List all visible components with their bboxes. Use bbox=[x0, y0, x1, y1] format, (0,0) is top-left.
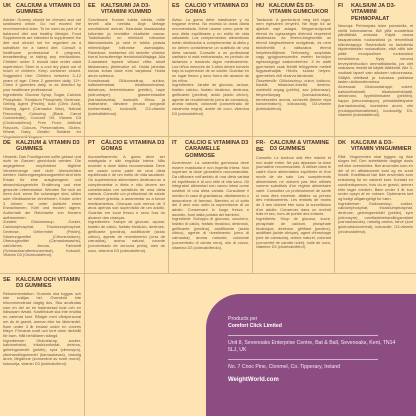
section-ingredients: Ingredientes: Xarope de glucose, açúcar, fosfato de cálcio, fosfato tricálcico, dextrose, gelificante (pectina), acidificante (ácido cítrico), agente de revestimento (cera de carnaúba), aroma natural, corante (concentrado de cenoura preta), óleo de coco, vitamina D3 (colecalciferol). bbox=[88, 219, 165, 253]
section-ingredients: Zutaten: Glukosesirup, Zucker, Calciumphosphat, Tricalciumphosphat, Dextrose, Geliermittel (Pektin), Säuerungsmittel (Citronensäure), Überzugsmittel (Carnaubawachs), natürliches Aroma, Farbstoff (Schwarzkarottenkonzentrat), Kokosöl, Vitamin D3 (Cholecalciferol). bbox=[3, 219, 81, 258]
section-ingredients: Koostisosad: Glükoosisiirup, suhkur, kaltsiumfosfaat, trikaltsiumfosfaat, dekstroos, želeerimisaine (pektiin), hape (sidrunhape), glaseerimisaine (karnaubavaha), looduslik lõhna- ja maitseaine, värvaine (musta porgandi kontsentraat), kookosõli, D3-vitamiin (kolekaltsiferool). bbox=[88, 77, 165, 116]
section-ingredients: Ingredients: Glucose Syrup, Sugar, Calcium Phosphate, Tricalcium Phosphate, Dextrose, Gelling Agent (Pectin), Acid (Citric Acid), Glazing Agent (Carnauba Wax), Natural Flavouring, Colouring (Black Carrot Concentrate), Coconut Oil, Vitamin D3 (Cholecalciferol). Free From: Artificial Flavours, Colours, Preservatives, Gluten, Wheat, Dairy, Gelatin. Suitable for bbox=[3, 91, 81, 135]
section-title: CALCIUM & VITAMIN D3 GUMMIES bbox=[16, 3, 81, 16]
label-row-2 bbox=[0, 137, 416, 273]
section-ingredients: Ingredienser: Glukossirap, socker, kalciumfosfat, trikalciumfosfat, dextros, geleringsmedel (pektin), syra (citronsyra), ytbehandlingsmedel (karnaubavax), naturlig arom, färgämne (koncentrat av svart morot), kokosolja, vitamin D3 (kolekalciferol). bbox=[3, 337, 81, 367]
section-advice: Råd: Vingummien skal tygges og ikke sluges hel. Den anbefalede daglige dosis må ikke overskrides. Bør anvendes som en del af en afbalanceret kost og en sund livsstil. Kosttilskud bør ikke anvendes som erstatning for en varieret kost. Kontakt en sundhedsperson, hvis du er gravid, ammer eller tager medicin. Børn under 3 år kun under opsyn af en voksen. Opbevares tørt og køligt utilgængeligt for børn. bbox=[338, 153, 413, 201]
column-divider bbox=[84, 274, 85, 416]
section-es bbox=[169, 0, 252, 136]
section-advice: Neuvoja: Pehmopala tulee pureskella, ei niellä kokonaisena. Älä ylitä suositeltua päivittäistä annosta. Käytä osana tasapainoista ruokavaliota ja terveellisiä elämäntapoja. Ravintolisät on tarkoitettu täydentämään ruokavaliota, eikä niitä tule pitää monipuolisen ruokavalion korvikkeena. Kysy neuvoa terveydenhuollon ammattilaiselta, jos olet raskaana, imetät tai käytät lääkkeitä. Alle 3-vuotiaat lapset vain aikuisen valvonnassa. Säilytä viileässä ja kuivassa paikassa lasten ulottumattomissa. bbox=[338, 22, 413, 85]
language-code: DK bbox=[338, 140, 347, 146]
language-code: DE bbox=[3, 140, 11, 146]
language-code: EE bbox=[88, 3, 96, 9]
language-code: FI bbox=[338, 3, 343, 9]
producer-divider bbox=[228, 359, 378, 360]
producer-divider bbox=[228, 335, 378, 336]
section-title: KALCIUM OCH VITAMIN D3 GUMMIES bbox=[16, 277, 80, 290]
section-ingredients: Ingredienti: Sciroppo di glucosio, zucchero, fosfato di calcio, fosfato tricalcico, destrosio, gelificante (pectina), acidificante (acido citrico), agente di rivestimento (cera di carnauba), aroma naturale, colorante (concentrato di carota nera), olio di cocco, vitamina D3 (colecalciferolo). bbox=[172, 216, 249, 250]
section-advice: Aconselhamento: A goma deve ser mastigada e não engolida inteira. Não exceder a dose diária recomendada. Deve ser usado como parte de uma dieta equilibrada e de um estilo de vida saudável. Os suplementos alimentares destinam-se a complementar a dieta e não devem ser considerados um substituto de uma dieta variada. Consulte um profissional de saúde se estiver grávida, a amamentar ou a tomar medicamentos. Crianças com menos de 3 anos apenas sob supervisão de um adulto. Guardar em local fresco e seco fora do alcance das crianças. bbox=[88, 153, 165, 220]
language-code: SE bbox=[3, 277, 11, 283]
section-ingredients: Ingrédients: Sirop de glucose, sucre, phosphate de calcium, phosphate tricalcique, dextrose, gélifiant (pectine), acidifiant (acide citrique), agent d'enrobage (cire de carnauba), arôme naturel, colorant (concentré de carotte noire), huile de coco, vitamine D3 (cholécalciférol). bbox=[256, 216, 331, 250]
section-title: CALCIO Y VITAMINA D3 GOMAS bbox=[185, 3, 249, 16]
section-it bbox=[169, 137, 252, 273]
language-code: FR-BE bbox=[256, 140, 266, 153]
label-row-1 bbox=[0, 0, 416, 136]
section-ingredients: Ingredienser: Glukosesirup, sukker, calciumphosphat, tricalciumphosphat, dextrose, geleringsmiddel (pektin), syre (citronsyre), overfladebehandlingsmiddel (carnaubavoks), naturlig aroma, farve (sort gulerodskoncentrat), kokosolie, D3-vitamin (cholecalciferol). bbox=[338, 200, 413, 234]
language-code: ES bbox=[172, 3, 180, 9]
section-se bbox=[0, 274, 84, 416]
section-advice: Hinweis: Das Fruchtgummi sollte gekaut und nicht im Ganzen geschluckt werden. Die angegebene empfohlene tägliche Verzehrmenge darf nicht überschritten werden. Nahrungsergänzungsmittel sind kein Ersatz für eine ausgewogene und abwechslungsreiche Ernährung und eine gesunde Lebensweise. Wenden Sie sich an Ihren Arzt, wenn Sie schwanger sind, stillen oder Medikamente einnehmen. Kinder unter 3 Jahren nur unter Aufsicht eines Erwachsenen. Kühl und trocken lagern. Außerhalb der Reichweite von Kindern aufbewahren. bbox=[3, 153, 81, 220]
section-dk bbox=[335, 137, 416, 273]
producer-info bbox=[228, 316, 406, 383]
section-hu bbox=[253, 0, 334, 136]
section-pt bbox=[85, 137, 168, 273]
producer-company: Comfort Click Limited bbox=[228, 322, 282, 329]
section-title: CALCIO E VITAMINA D3 CARAMELLE GOMMOSE bbox=[185, 140, 249, 159]
section-title: KALSIUM JA D3-VITAMIINI PEHMOPALAT bbox=[351, 3, 396, 22]
section-title: KALCIUM & D3-VITAMIN VINGUMMIER bbox=[351, 140, 412, 153]
section-fi bbox=[335, 0, 416, 136]
section-advice: Conseils: Le bonbon doit être mâché et non avalé entier. Ne pas dépasser la dose journalière recommandée. À utiliser dans le cadre d'une alimentation équilibrée et d'un mode de vie sain. Les compléments alimentaires ne doivent pas être utilisés comme substituts d'un régime alimentaire varié. Consultez un professionnel de santé si vous êtes enceinte, allaitez ou prenez des médicaments. Les enfants de moins de 3 ans doivent être sous la surveillance d'un adulte. Conserver dans un endroit frais et sec, hors de portée des enfants. bbox=[256, 155, 331, 217]
section-de bbox=[0, 137, 84, 273]
producer-intro: Products per bbox=[228, 316, 258, 322]
section-title: CÁLCIO E VITAMINA D3 GOMAS bbox=[101, 140, 165, 153]
section-title: CALCIUM & VITAMINE D3 GUMMIES bbox=[269, 140, 330, 153]
producer-uk-address: Unit 8, Sevenoaks Enterprise Centre, Bat & Ball, Sevenoaks, Kent, TN14 5LJ, UK bbox=[228, 340, 396, 353]
section-ingredients: Ingredientes: Jarabe de glucosa, azúcar, fosfato cálcico, fosfato tricálcico, dextrosa, gelificante (pectina), ácido (ácido cítrico), agente de recubrimiento (cera de carnauba), aroma natural, colorante (concentrado de zanahoria negra), aceite de coco, vitamina D3 (colecalciferol). bbox=[172, 82, 249, 116]
section-advice: Rekommendation: Gummin ska tuggas och inte sväljas hel. Överskrid inte rekommenderad daglig dos. Ska användas som en del av en balanserad kost och en hälsosam livsstil. Kosttillskott ska inte ersätta en varierad kost. Rådgör med vårdpersonal om du är gravid, ammar eller tar läkemedel. Barn under 3 år endast under en vuxens tillsyn. Förvaras svalt och torrt utom räckhåll för barn. Håll behållaren stängd. bbox=[3, 290, 81, 338]
section-advice: Avvertenze: La caramella gommosa deve essere masticata e non ingerita intera. Non superare la dose giornaliera raccomandata. Da utilizzare nell'ambito di una dieta variata ed equilibrata e di uno stile di vita sano. Gli integratori alimentari non vanno intesi come sostituti di una dieta variata. Consultare il medico in caso di gravidanza, allattamento o assunzione di farmaci. Bambini al di sotto dei 3 anni solo sotto la supervisione di un adulto. Conservare in luogo fresco e asciutto, fuori dalla portata dei bambini. bbox=[172, 159, 249, 217]
section-advice: Tanácsok: A gumicukrot meg kell rágni, nem egészben lenyelni. Ne lépje túl az ajánlott napi adagot. Kiegyensúlyozott étrend és egészséges életmód részeként alkalmazza. Az étrend-kiegészítők az étrend kiegészítésére szolgálnak, és nem tekinthetők a változatos étrend helyettesítőjének. Terhesség, szoptatás vagy gyógyszerszedés esetén forduljon egészségügyi szakemberhez. 3 év alatti gyermekek csak felnőtt felügyelete mellett fogyaszthatják. Hűvös, száraz helyen, gyermekek elől elzárva tárolandó. bbox=[256, 16, 331, 79]
language-code: IT bbox=[172, 140, 177, 146]
language-code: HU bbox=[256, 3, 265, 9]
section-uk bbox=[0, 0, 84, 136]
section-advice: Soovitused: Kummi tuleks närida, mitte tervelt alla neelata. Ärge ületage soovitatavat annust. Kasutada tasakaaluka toitumise ja tervislike eluviiside osana. Toidulisandid on mõeldud toitumise täiendamiseks ja neid ei tohiks pidada mitmekülgse toitumise asendajaks. Raseduse, imetamise või ravimite võtmise korral konsulteerige tervishoiutöötajaga. Alla 3-aastased lapsed võivad võtta ainult täiskasvanu järelevalve all. Hoida jahedas kuivas kohas laste eest varjatuna. Hoida anum suletuna. bbox=[88, 16, 165, 79]
producer-panel bbox=[206, 294, 416, 416]
language-code: PT bbox=[88, 140, 96, 146]
section-advice: Advice: Gummy should be chewed and not swallowed whole. Do not exceed the recommended dose. To be used as part of a balanced diet and healthy lifestyle. Food Supplements are intended to supplement the diet and should not be regarded as a substitute for a varied diet. Consult a healthcare professional if pregnant, breastfeeding or taking any medications. Children under 3 should take under adult supervision. Store in a cool dry place out of reach of children. Keep container closed. Suggested Use: Children between 3–12 years of age: Chew 2 gummies daily; 12+: Chew 3 gummies daily, or as directed by your healthcare professional. bbox=[3, 16, 81, 93]
section-title: KALCIUM ÉS D3-VITAMIN GUMICUKOR bbox=[269, 3, 329, 16]
section-advice: Aviso: La goma debe masticarse y no tragarse entera. No exceda la dosis diaria recomendada. Debe usarse como parte de una dieta equilibrada y un estilo de vida saludable. Los complementos alimenticios están destinados a complementar la dieta y no deben considerarse un sustituto de una dieta variada. Consulte a un profesional sanitario si está embarazada, en periodo de lactancia o tomando algún medicamento. Los niños menores de 3 años deben tomarlo bajo la supervisión de un adulto. Guardar en un lugar fresco y seco fuera del alcance de los niños. bbox=[172, 16, 249, 83]
language-code: UK bbox=[3, 3, 12, 9]
section-ee bbox=[85, 0, 168, 136]
brand-website: WeightWorld.com bbox=[228, 376, 279, 383]
section-fr-be bbox=[253, 137, 334, 273]
section-title: KALZIUM & VITAMIN D3 GUMMIES bbox=[16, 140, 80, 153]
section-title: KALTSIUMI JA D3-VITAMIINI KUMMID bbox=[101, 3, 152, 16]
section-ingredients: Összetevők: Glükózszirup, cukor, kalcium-foszfát, trikalcium-foszfát, dextróz, zselésítő anyag (pektin), sav (citromsav), fényezőanyag (karnaubaviasz), természetes aroma, színezék (fekete répa koncentrátum), kókuszolaj, D3-vitamin (kolekalciferol). bbox=[256, 77, 331, 111]
section-ingredients: Ainesosat: Glukoosisiirappi, sokeri, kalsiumfosfaatti, trikalsiumfosfaatti, dekstroosi, hyytelöimisaine (pektiini), happo (sitruunahappo), pintakäsittelyaine (karnaubavaha), luontainen aromi, väri (mustaporkkanatiiviste), kookosöljy, D3-vitamiini (kolekalsiferoli). bbox=[338, 84, 413, 118]
producer-eu-address: No. 7 Cnoc Pine, Clonmel, Co. Tipperary, Ireland bbox=[228, 364, 341, 371]
